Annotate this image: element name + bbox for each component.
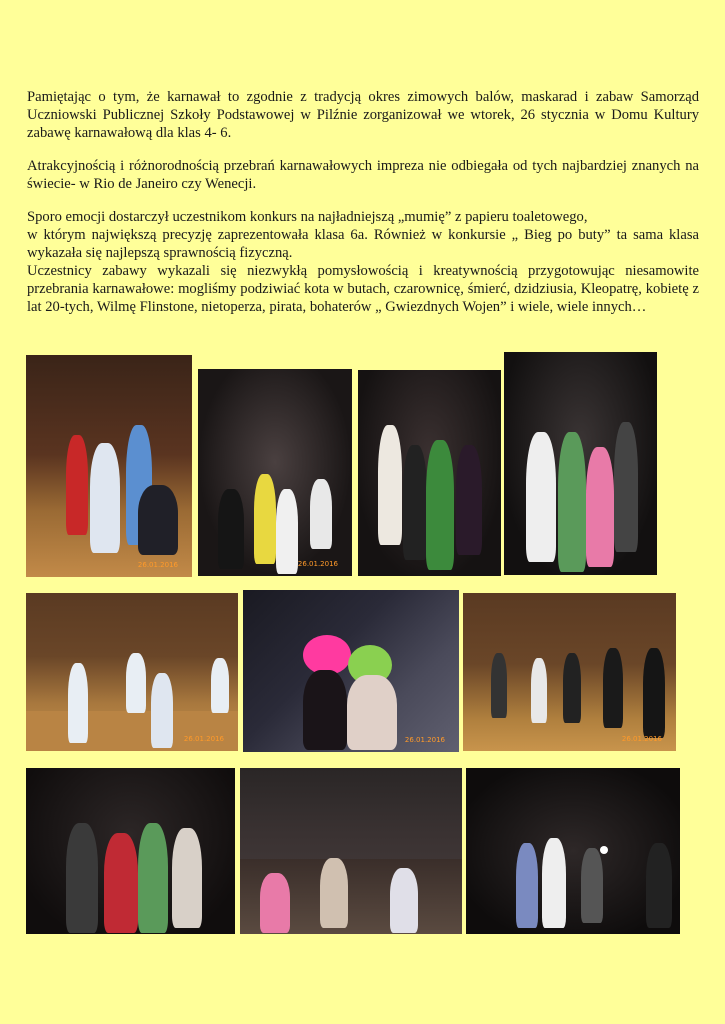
date-stamp: 26.01.2016 xyxy=(183,735,224,743)
photo-girls-costumes xyxy=(358,370,501,576)
photo-four-girls xyxy=(26,768,235,934)
date-stamp: 26.01.2016 xyxy=(137,561,178,569)
paragraph-3-line-2: w którym największą precyzję zaprezentowała klasa 6a. Również w konkursie „ Bieg po buty” ta sama klasa wykazała się najlepszą sprawnością fizyczną. xyxy=(27,227,699,261)
photo-mummies-hall xyxy=(26,593,238,751)
paragraph-3-line-3: Uczestnicy zabawy wykazali się niezwykłą pomysłowością i kreatywnością przygotowując niesamowite przebrania karnawałowe: mogliśmy podziwiać kota w butach, czarownicę, śmierć, dzidziusia, Kleopatrę, kobietę z lat 20-tych, Wilmę Flinstone, nietoperza, pirata, bohaterów „ Gwiezdnych Wojen” i wiele, wiele innych… xyxy=(27,263,699,315)
date-stamp: 26.01.2016 xyxy=(404,736,445,744)
paragraph-2: Atrakcyjnością i różnorodnością przebrań karnawałowych impreza nie odbiegała od tych najbardziej znanych na świecie- w Rio de Janeiro czy Wenecji. xyxy=(27,158,699,192)
photo-costume-lineup xyxy=(463,593,676,751)
contest-paragraph xyxy=(27,208,699,316)
intro-paragraph xyxy=(27,88,699,142)
paragraph-3-line-1: Sporo emocji dostarczył uczestnikom konkurs na najładniejszą „mumię” z papieru toaletowego, xyxy=(27,209,588,225)
photo-costumes-group xyxy=(198,369,352,576)
photo-flash-group xyxy=(466,768,680,934)
date-stamp: 26.01.2016 xyxy=(621,735,662,743)
date-stamp: 26.01.2016 xyxy=(297,560,338,568)
photo-dance-crowd xyxy=(240,768,462,934)
photo-wigs-peace-sign xyxy=(243,590,459,752)
photo-mummy-contest xyxy=(26,355,192,577)
paragraph-1: Pamiętając o tym, że karnawał to zgodnie z tradycją okres zimowych balów, maskarad i zabaw Samorząd Uczniowski Publicznej Szkoły Podstawowej w Pilźnie zorganizował we wtorek, 26 stycznia w Domu Kultury zabawę karnawałową dla klas 4- 6. xyxy=(27,89,699,141)
costumes-paragraph xyxy=(27,157,699,193)
photo-group-smiling xyxy=(504,352,657,575)
